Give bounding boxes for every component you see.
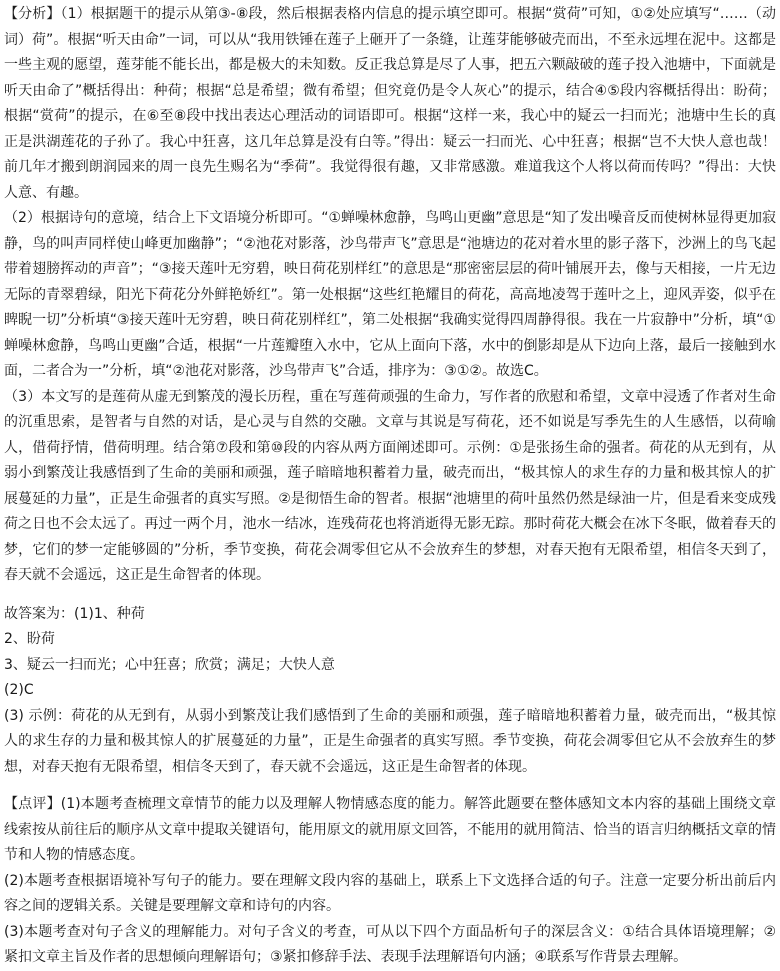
answer-line-1: 故答案为：(1)1、种荷 — [4, 605, 145, 622]
comment-section — [4, 792, 776, 971]
analysis-paragraph-2: （2）根据诗句的意境，结合上下文语境分析即可。“①蝉噪林愈静，鸟鸣山更幽”意思是“知了发出噪音反而使树林显得更加寂静，鸟的叫声同样使山峰更加幽静”；“②池花对影落，沙鸟带声飞”意思是“池塘边的花对着水里的影子落下，沙洲上的鸟飞起带着翅膀挥动的声音”；“③接天莲叶无穷碧，映日荷花别样红”的意思是“那密密层层的荷叶铺展开去，像与天相接，一片无边无际的青翠碧绿，阳光下荷花分外鲜艳娇红”。第一处根据“这些红艳耀目的荷花，高高地凌驾于莲叶之上，迎风弄姿，似乎在睥睨一切”分析填“③接天莲叶无穷碧，映日荷花别样红”，第二处根据“我确实觉得四周静得很。我在一片寂静中”分析，填“①蝉噪林愈静，鸟鸣山更幽”合适，根据“一片莲瓣堕入水中，它从上面向下落，水中的倒影却是从下边向上落，最后一接触到水面，二者合为一”分析，填“②池花对影落，沙鸟带声飞”合适，排序为：③①②。故选C。 — [4, 210, 776, 379]
comment-paragraph-3: (3)本题考查对句子含义的理解能力。对句子含义的考查，可从以下四个方面品析句子的深层含义：①结合具体语境理解；②紧扣文章主旨及作者的思想倾向理解语句；③紧扣修辞手法、表现手法理解语句内涵；④联系写作背景去理解。 — [4, 923, 776, 965]
answer-line-2: 2、盼荷 — [4, 631, 55, 647]
answer-line-5: (3) 示例：荷花的从无到有，从弱小到繁茂让我们感悟到了生命的美丽和顽强，莲子暗暗地积蓄着力量，破壳而出，“极其惊人的求生存的力量和极其惊人的扩展蔓延的力量”，正是生命强者的真实写照。季节变换，荷花会凋零但它从不会放弃生的梦想，对春天抱有无限希望，相信冬天到了，春天就不会遥远，这正是生命智者的体现。 — [4, 707, 776, 775]
analysis-section — [4, 2, 776, 589]
answer-line-3: 3、疑云一扫而光；心中狂喜；欣赏；满足；大快人意 — [4, 656, 335, 673]
comment-paragraph-1: 【点评】(1)本题考查梳理文章情节的能力以及理解人物情感态度的能力。解答此题要在整体感知文本内容的基础上围绕文章线索按从前往后的顺序从文章中提取关键语句，能用原文的就用原文回答，不能用的就用简洁、恰当的语言归纳概括文章的情节和人物的情感态度。 — [4, 796, 776, 863]
comment-paragraph-2: (2)本题考查根据语境补写句子的能力。要在理解文段内容的基础上，联系上下文选择合适的句子。注意一定要分析出前后内容之间的逻辑关系。关键是要理解文章和诗句的内容。 — [4, 872, 776, 914]
analysis-paragraph-3: （3）本文写的是莲荷从虚无到繁茂的漫长历程，重在写莲荷顽强的生命力，写作者的欣慰和希望，文章中浸透了作者对生命的沉重思索，是智者与自然的对话，是心灵与自然的交融。文章与其说是写荷花，还不如说是写季先生的人生感悟，以荷喻人，借荷抒情，借荷明理。结合第⑦段和第⑩段的内容从两方面阐述即可。示例：①是张扬生命的强者。荷花的从无到有，从弱小到繁茂让我感悟到了生命的美丽和顽强，莲子暗暗地积蓄着力量，破壳而出，“极其惊人的求生存的力量和极其惊人的扩展蔓延的力量”，正是生命强者的真实写照。②是彻悟生命的智者。根据“池塘里的荷叶虽然仍然是绿油一片，但是看来变成残荷之日也不会太远了。再过一两个月，池水一结冰，连残荷花也将消逝得无影无踪。那时荷花大概会在冰下冬眠，做着春天的梦，它们的梦一定能够圆的”分析，季节变换，荷花会凋零但它从不会放弃生的梦想，对春天抱有无限希望，相信冬天到了，春天就不会遥远，这正是生命智者的体现。 — [4, 388, 776, 583]
answer-section — [4, 602, 776, 781]
answer-line-4: (2)C — [4, 682, 34, 698]
analysis-paragraph-1: 【分析】（1）根据题干的提示从第③-⑧段，然后根据表格内信息的提示填空即可。根据“赏荷”可知，①②处应填写“……（动词）荷”。根据“听天由命”一词，可以从“我用铁锤在莲子上砸开了一条缝，让莲芽能够破壳而出，不至永远埋在泥中。这都是一些主观的愿望，莲芽能不能长出，都是极大的未知数。反正我总算是尽了人事，把五六颗敲破的莲子投入池塘中，下面就是听天由命了”概括得出：种荷；根据“总是希望；微有希望；但究竟仍是令人灰心”的提示，结合④⑤段内容概括得出：盼荷；根据“赏荷”的提示，在⑥至⑧段中找出表达心理活动的词语即可。根据“这样一来，我心中的疑云一扫而光；池塘中生长的真正是洪湖莲花的子孙了。我心中狂喜，这几年总算是没有白等。”得出：疑云一扫而光、心中狂喜；根据“岂不大快人意也哉！前几年才搬到朗润园来的周一良先生赐名为“季荷”。我觉得很有趣，又非常感激。难道我这个人将以荷而传吗？”得出：大快人意、有趣。 — [4, 6, 776, 201]
